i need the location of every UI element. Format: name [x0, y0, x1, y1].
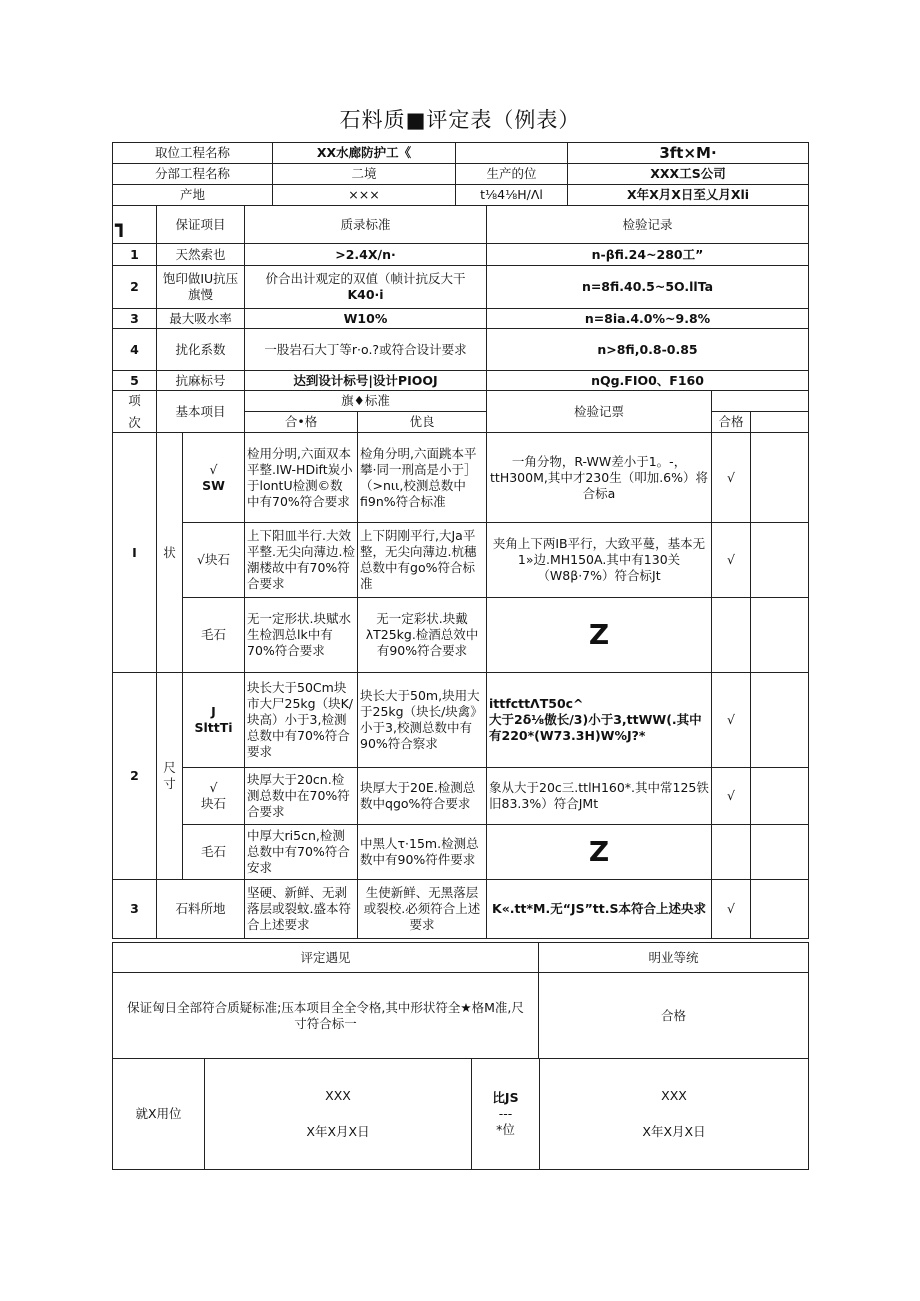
col-result-blank — [712, 391, 809, 412]
guarantee-row-standard: >2.4X∕n· — [245, 244, 487, 266]
grade-value: 合格 — [539, 973, 809, 1059]
qualified-criteria: 坚硬、新鲜、无剥落层或裂蚊.盛本符合上述要求 — [245, 880, 358, 939]
guarantee-standard-line: 价合出计观定的双值（帧计抗反大干 — [265, 271, 466, 286]
sub-item-name: J — [211, 704, 216, 719]
result-extra — [751, 433, 809, 523]
result-mark: √ — [712, 523, 751, 598]
guarantee-row-no: 3 — [113, 309, 157, 329]
sub-item — [183, 433, 245, 523]
qualified-criteria: 块长大于50Cm块市大尸25kg（块K/块高）小于3,检测总数中有70%符合要求 — [245, 673, 358, 768]
excellent-criteria: 检角分明,六面跳本平攀·同一刑高是小于］（>nιι,校测总数中fi9n%符合标准 — [358, 433, 487, 523]
guarantee-row-item: 扰化系数 — [157, 329, 245, 371]
col-record: 检验记票 — [487, 391, 712, 433]
result-extra — [751, 598, 809, 673]
supervision-label-line: 比JS — [492, 1090, 519, 1105]
sub-item — [183, 768, 245, 825]
inspection-record: Z — [487, 598, 712, 673]
guarantee-standard-line: K40·i — [347, 287, 384, 302]
result-mark — [712, 825, 751, 880]
construction-signer: XXX — [325, 1088, 351, 1103]
sub-item-name: SlttTi — [194, 720, 233, 735]
excellent-criteria: 无一定彩状.块戴λT25kg.检酒总效中有90%符合要求 — [358, 598, 487, 673]
result-extra — [751, 523, 809, 598]
result-extra — [751, 768, 809, 825]
signature-table — [112, 1058, 809, 1170]
guarantee-row-record: n>8fi,0.8-0.85 — [487, 329, 809, 371]
sub-project-value: 二境 — [273, 164, 456, 185]
producer-label: 生产的位 — [456, 164, 568, 185]
col-qualified: 合•格 — [245, 412, 358, 433]
sub-project-label: 分部工程名称 — [113, 164, 273, 185]
guarantee-row-record: n=8ia.4.0%~9.8% — [487, 309, 809, 329]
inspection-record: K«.tt*M.无“JS”tt.S本符合上述央求 — [487, 880, 712, 939]
unit-project-label: 取位工程名称 — [113, 143, 273, 164]
result-mark: √ — [712, 673, 751, 768]
group-name: 石料所地 — [157, 880, 245, 939]
inspection-record: 一角分物，R-WW差小于1。-，ttH300M,其中才230生（叩加.6%）将合标a — [487, 433, 712, 523]
inspection-record: 夹角上下两IB平行，大致平蔓，基本无1»边.MH150A.其中有130关（W8β·7%）符合标Jt — [487, 523, 712, 598]
basic-items-table — [112, 390, 809, 939]
col-standard: 旗♦标准 — [245, 391, 487, 412]
group-name: 状 — [157, 433, 183, 673]
qualified-criteria: 块厚大于20cn.检测总数中在70%符合要求 — [245, 768, 358, 825]
result-extra — [751, 673, 809, 768]
guarantee-col-record: 检验记录 — [487, 206, 809, 244]
origin-value: ××× — [273, 185, 456, 206]
excellent-criteria: 块长大于50m,块用大于25kg（块长/块禽》小于3,校测总数中有90%符合察求 — [358, 673, 487, 768]
record-line: ittfcttΛT50c^ — [489, 696, 584, 711]
construction-signature — [205, 1059, 472, 1170]
guarantee-row-item: 抗麻标号 — [157, 371, 245, 391]
qualified-criteria: 上下阳皿半行.大效平整.无尖向薄边.检潮楼故中有70%符合要求 — [245, 523, 358, 598]
col-xiang: 项 — [128, 392, 141, 408]
opinion-text: 保证匈日全部符合质疑标准;压本项目全全令格,其中形状符全★格M准,尺寸符合标一 — [113, 973, 539, 1059]
sub-item — [183, 673, 245, 768]
col-basic-item: 基本项目 — [157, 391, 245, 433]
excellent-criteria: 中黑人τ·15m.检测总数中有90%符件要求 — [358, 825, 487, 880]
opinion-label: 评定遇见 — [113, 943, 539, 973]
supervision-signature — [540, 1059, 809, 1170]
col-xiang-ci — [113, 391, 157, 433]
sub-item-check: √ — [209, 780, 218, 795]
supervision-date: X年X月X日 — [642, 1124, 706, 1139]
col-result-extra — [751, 412, 809, 433]
supervision-signer: XXX — [661, 1088, 687, 1103]
guarantee-row-record: nQg.FIO0、F160 — [487, 371, 809, 391]
guarantee-row-record: n-βfi.24~280工” — [487, 244, 809, 266]
guarantee-row-standard: 达到设计标号|设计PIOOJ — [245, 371, 487, 391]
guarantee-row-standard — [245, 266, 487, 309]
producer-value: XXX工S公司 — [568, 164, 809, 185]
guarantee-row-no: 1 — [113, 244, 157, 266]
qualified-criteria: 无一定形状.块赋水生检泗总lk中有70%符合要求 — [245, 598, 358, 673]
construction-unit-label: 就X用位 — [113, 1059, 205, 1170]
supervision-label-line: *位 — [496, 1122, 515, 1137]
document-title: 石料质■评定表（例表） — [339, 108, 581, 132]
result-mark: √ — [712, 433, 751, 523]
guarantee-row-no: 5 — [113, 371, 157, 391]
unit-project-extra: 3ft×M· — [568, 143, 809, 164]
result-mark: √ — [712, 768, 751, 825]
guarantee-row-no: 4 — [113, 329, 157, 371]
excellent-criteria: 块厚大于20E.检测总数中qgo%符合要求 — [358, 768, 487, 825]
header-info-table — [112, 142, 809, 206]
guarantee-row-standard: W10% — [245, 309, 487, 329]
col-excellent: 优良 — [358, 412, 487, 433]
supervision-unit-label — [472, 1059, 540, 1170]
qualified-criteria: 中厚大ri5cn,检测总数中有70%符合安求 — [245, 825, 358, 880]
group-no: I — [113, 433, 157, 673]
result-mark: √ — [712, 880, 751, 939]
inspection-record — [487, 673, 712, 768]
inspection-record: 象从大于20c三.ttlH160*.其中常125铁旧83.3%）符合JMt — [487, 768, 712, 825]
inspection-record: Z — [487, 825, 712, 880]
record-line: 大于2δ⅛傲长/3)小于3,ttWW(.其中有220*(W73.3H)W%J?* — [489, 712, 702, 743]
result-mark — [712, 598, 751, 673]
date-value: X年X月X日至乂月Xli — [568, 185, 809, 206]
col-result: 合格 — [712, 412, 751, 433]
guarantee-row-item: 饱印做IU抗压旗慢 — [157, 266, 245, 309]
excellent-criteria: 生使新鲜、无黑落层或裂校.必须符合上述要求 — [358, 880, 487, 939]
group-no: 2 — [113, 673, 157, 880]
guarantee-table — [112, 205, 809, 391]
guarantee-row-item: 最大吸水率 — [157, 309, 245, 329]
construction-date: X年X月X日 — [306, 1124, 370, 1139]
sub-item-name: 毛石 — [183, 598, 245, 673]
sub-item-name: 块石 — [201, 796, 227, 811]
unit-project-value: XX水廊防护工《 — [273, 143, 456, 164]
guarantee-row-record: n=8fi.40.5~5O.llTa — [487, 266, 809, 309]
sub-item-name: √块石 — [183, 523, 245, 598]
result-extra — [751, 825, 809, 880]
guarantee-row-item: 天然索也 — [157, 244, 245, 266]
unit-project-blank — [456, 143, 568, 164]
corner-mark: ┓ — [113, 206, 157, 244]
guarantee-row-no: 2 — [113, 266, 157, 309]
col-ci: 次 — [128, 414, 141, 430]
evaluation-table — [112, 942, 809, 1059]
guarantee-col-item: 保证项目 — [157, 206, 245, 244]
guarantee-row-standard: 一股岩石大丁等r·o.?或符合设计要求 — [245, 329, 487, 371]
excellent-criteria: 上下阴刚平行,大Ja平整，无尖向薄边.杭穗总数中有go%符合标准 — [358, 523, 487, 598]
supervision-label-line: --- — [498, 1106, 513, 1121]
qualified-criteria: 检用分明,六面双本平整.IW-HDift炭小于lontU检测©数中有70%符合要求 — [245, 433, 358, 523]
origin-label: 产地 — [113, 185, 273, 206]
guarantee-col-standard: 质录标准 — [245, 206, 487, 244]
sub-item-check: √ — [209, 461, 218, 477]
date-label: t⅛4⅛H∕Λl — [456, 185, 568, 206]
result-extra — [751, 880, 809, 939]
group-no: 3 — [113, 880, 157, 939]
sub-item-name: 毛石 — [183, 825, 245, 880]
grade-label: 明业等统 — [539, 943, 809, 973]
group-name: 尺寸 — [157, 673, 183, 880]
sub-item-name: SW — [202, 477, 225, 493]
